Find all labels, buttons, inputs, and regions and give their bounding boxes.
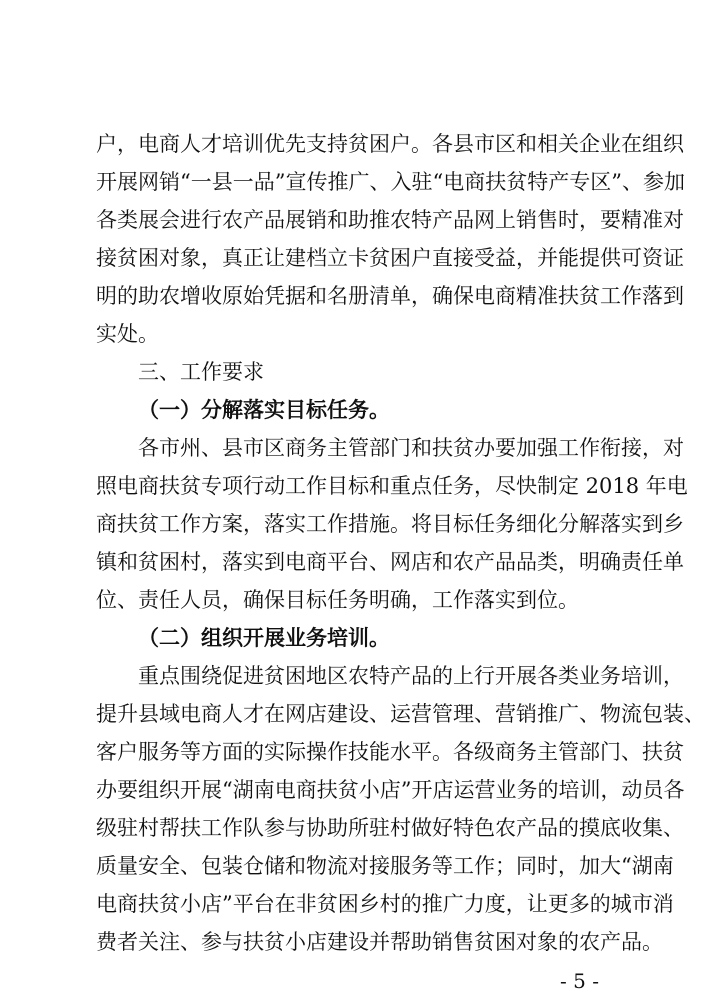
page-number: - 5 - — [560, 969, 599, 993]
paragraph-line: 开展网销“一县一品”宣传推广、入驻“电商扶贫特产专区”、参加 — [96, 170, 685, 194]
paragraph-line: 级驻村帮扶工作队参与协助所驻村做好特色农产品的摸底收集、 — [96, 816, 684, 840]
paragraph-line: 客户服务等方面的实际操作技能水平。各级商务主管部门、扶贫 — [96, 740, 684, 764]
paragraph-line: 各类展会进行农产品展销和助推农特产品网上销售时，要精准对 — [96, 208, 684, 232]
paragraph-line: 镇和贫困村，落实到电商平台、网店和农产品品类，明确责任单 — [96, 550, 684, 574]
section-heading: 三、工作要求 — [138, 360, 264, 384]
paragraph-line: 费者关注、参与扶贫小店建设并帮助销售贫困对象的农产品。 — [96, 930, 663, 954]
paragraph-line: 提升县域电商人才在网店建设、运营管理、营销推广、物流包装、 — [96, 702, 705, 726]
paragraph-line: 照电商扶贫专项行动工作目标和重点任务，尽快制定 2018 年电 — [96, 474, 688, 498]
subsection-heading: （二）组织开展业务培训。 — [138, 626, 390, 650]
paragraph-line: 办要组织开展“湖南电商扶贫小店”开店运营业务的培训，动员各 — [96, 778, 685, 802]
paragraph-line: 电商扶贫小店”平台在非贫困乡村的推广力度，让更多的城市消 — [96, 892, 674, 916]
paragraph-line: 接贫困对象，真正让建档立卡贫困户直接受益，并能提供可资证 — [96, 246, 684, 270]
paragraph-line: 质量安全、包装仓储和物流对接服务等工作；同时，加大“湖南 — [96, 854, 674, 878]
paragraph-line: 实处。 — [96, 322, 159, 346]
paragraph-line: 户，电商人才培训优先支持贫困户。各县市区和相关企业在组织 — [96, 132, 684, 156]
paragraph-line: 重点围绕促进贫困地区农特产品的上行开展各类业务培训， — [138, 664, 684, 688]
paragraph-line: 位、责任人员，确保目标任务明确，工作落实到位。 — [96, 588, 579, 612]
paragraph-line: 商扶贫工作方案，落实工作措施。将目标任务细化分解落实到乡 — [96, 512, 684, 536]
subsection-heading: （一）分解落实目标任务。 — [138, 398, 390, 422]
paragraph-line: 明的助农增收原始凭据和名册清单，确保电商精准扶贫工作落到 — [96, 284, 684, 308]
paragraph-line: 各市州、县市区商务主管部门和扶贫办要加强工作衔接，对 — [138, 436, 684, 460]
